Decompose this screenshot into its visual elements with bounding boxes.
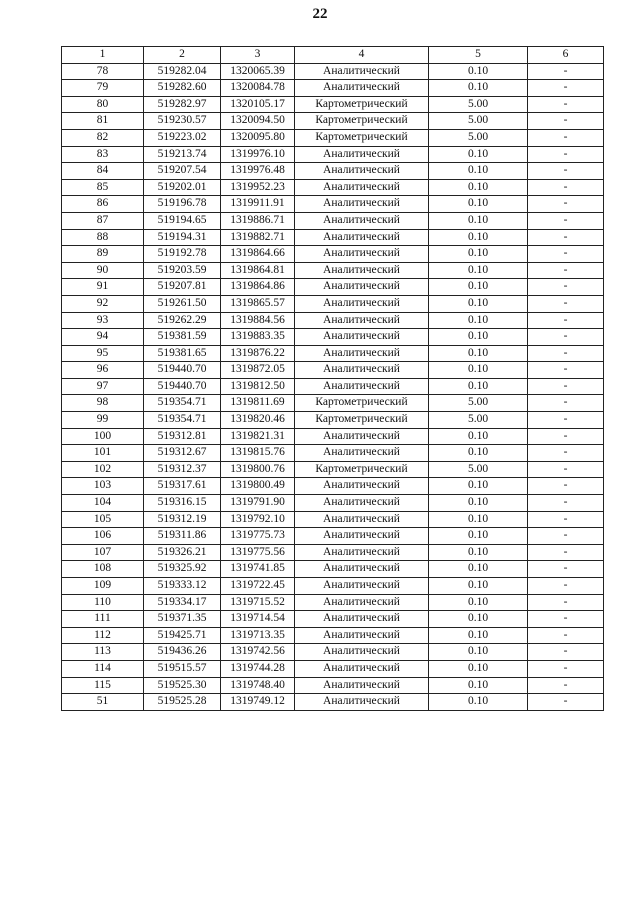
y-coordinate-cell: 1319821.31 (221, 428, 295, 445)
x-coordinate-cell: 519312.37 (144, 461, 221, 478)
x-coordinate-cell: 519213.74 (144, 146, 221, 163)
method-cell: Аналитический (295, 660, 429, 677)
header-cell-5: 5 (429, 47, 528, 64)
note-cell: - (528, 295, 604, 312)
accuracy-cell: 0.10 (429, 544, 528, 561)
table-row (62, 561, 604, 578)
x-coordinate-cell: 519207.54 (144, 163, 221, 180)
point-number-cell: 109 (62, 578, 144, 595)
point-number-cell: 79 (62, 80, 144, 97)
y-coordinate-cell: 1319876.22 (221, 345, 295, 362)
method-cell: Картометрический (295, 113, 429, 130)
note-cell: - (528, 279, 604, 296)
method-cell: Аналитический (295, 478, 429, 495)
y-coordinate-cell: 1319800.76 (221, 461, 295, 478)
table-row (62, 478, 604, 495)
point-number-cell: 96 (62, 362, 144, 379)
point-number-cell: 111 (62, 611, 144, 628)
x-coordinate-cell: 519192.78 (144, 246, 221, 263)
accuracy-cell: 0.10 (429, 428, 528, 445)
y-coordinate-cell: 1319714.54 (221, 611, 295, 628)
header-cell-1: 1 (62, 47, 144, 64)
x-coordinate-cell: 519354.71 (144, 395, 221, 412)
point-number-cell: 100 (62, 428, 144, 445)
x-coordinate-cell: 519436.26 (144, 644, 221, 661)
method-cell: Аналитический (295, 196, 429, 213)
table-row (62, 312, 604, 329)
table-row (62, 461, 604, 478)
method-cell: Аналитический (295, 378, 429, 395)
method-cell: Аналитический (295, 345, 429, 362)
table-row (62, 395, 604, 412)
point-number-cell: 78 (62, 63, 144, 80)
accuracy-cell: 0.10 (429, 445, 528, 462)
y-coordinate-cell: 1319882.71 (221, 229, 295, 246)
accuracy-cell: 5.00 (429, 461, 528, 478)
x-coordinate-cell: 519230.57 (144, 113, 221, 130)
y-coordinate-cell: 1319884.56 (221, 312, 295, 329)
method-cell: Аналитический (295, 511, 429, 528)
accuracy-cell: 0.10 (429, 644, 528, 661)
method-cell: Аналитический (295, 179, 429, 196)
table-row (62, 212, 604, 229)
note-cell: - (528, 163, 604, 180)
point-number-cell: 90 (62, 262, 144, 279)
note-cell: - (528, 63, 604, 80)
point-number-cell: 81 (62, 113, 144, 130)
table-row (62, 163, 604, 180)
method-cell: Аналитический (295, 445, 429, 462)
x-coordinate-cell: 519194.31 (144, 229, 221, 246)
x-coordinate-cell: 519525.28 (144, 694, 221, 711)
coordinates-table (61, 46, 604, 711)
note-cell: - (528, 578, 604, 595)
table-row (62, 345, 604, 362)
point-number-cell: 114 (62, 660, 144, 677)
x-coordinate-cell: 519317.61 (144, 478, 221, 495)
table-row (62, 113, 604, 130)
method-cell: Картометрический (295, 96, 429, 113)
table-row (62, 295, 604, 312)
point-number-cell: 93 (62, 312, 144, 329)
accuracy-cell: 0.10 (429, 163, 528, 180)
table-row (62, 544, 604, 561)
y-coordinate-cell: 1320094.50 (221, 113, 295, 130)
x-coordinate-cell: 519261.50 (144, 295, 221, 312)
point-number-cell: 95 (62, 345, 144, 362)
y-coordinate-cell: 1319886.71 (221, 212, 295, 229)
point-number-cell: 85 (62, 179, 144, 196)
y-coordinate-cell: 1319883.35 (221, 329, 295, 346)
table-row (62, 627, 604, 644)
method-cell: Аналитический (295, 262, 429, 279)
accuracy-cell: 0.10 (429, 312, 528, 329)
header-cell-2: 2 (144, 47, 221, 64)
method-cell: Аналитический (295, 63, 429, 80)
method-cell: Аналитический (295, 146, 429, 163)
table-row (62, 129, 604, 146)
method-cell: Аналитический (295, 329, 429, 346)
method-cell: Картометрический (295, 412, 429, 429)
y-coordinate-cell: 1319775.56 (221, 544, 295, 561)
table-row (62, 644, 604, 661)
point-number-cell: 98 (62, 395, 144, 412)
y-coordinate-cell: 1319800.49 (221, 478, 295, 495)
x-coordinate-cell: 519311.86 (144, 528, 221, 545)
x-coordinate-cell: 519312.67 (144, 445, 221, 462)
accuracy-cell: 0.10 (429, 212, 528, 229)
table-row (62, 279, 604, 296)
point-number-cell: 51 (62, 694, 144, 711)
accuracy-cell: 0.10 (429, 229, 528, 246)
table-row (62, 63, 604, 80)
point-number-cell: 86 (62, 196, 144, 213)
method-cell: Картометрический (295, 461, 429, 478)
table-row (62, 80, 604, 97)
x-coordinate-cell: 519326.21 (144, 544, 221, 561)
x-coordinate-cell: 519282.97 (144, 96, 221, 113)
y-coordinate-cell: 1319722.45 (221, 578, 295, 595)
x-coordinate-cell: 519282.60 (144, 80, 221, 97)
point-number-cell: 89 (62, 246, 144, 263)
note-cell: - (528, 113, 604, 130)
y-coordinate-cell: 1319865.57 (221, 295, 295, 312)
y-coordinate-cell: 1320105.17 (221, 96, 295, 113)
accuracy-cell: 0.10 (429, 279, 528, 296)
table-row (62, 262, 604, 279)
x-coordinate-cell: 519381.59 (144, 329, 221, 346)
point-number-cell: 80 (62, 96, 144, 113)
x-coordinate-cell: 519316.15 (144, 495, 221, 512)
method-cell: Аналитический (295, 644, 429, 661)
x-coordinate-cell: 519515.57 (144, 660, 221, 677)
accuracy-cell: 0.10 (429, 378, 528, 395)
y-coordinate-cell: 1319791.90 (221, 495, 295, 512)
y-coordinate-cell: 1319864.81 (221, 262, 295, 279)
table-row (62, 179, 604, 196)
method-cell: Картометрический (295, 129, 429, 146)
method-cell: Аналитический (295, 694, 429, 711)
table-row (62, 146, 604, 163)
y-coordinate-cell: 1319911.91 (221, 196, 295, 213)
header-cell-4: 4 (295, 47, 429, 64)
table-row (62, 445, 604, 462)
accuracy-cell: 0.10 (429, 511, 528, 528)
table-row (62, 378, 604, 395)
method-cell: Аналитический (295, 163, 429, 180)
accuracy-cell: 0.10 (429, 660, 528, 677)
note-cell: - (528, 212, 604, 229)
accuracy-cell: 0.10 (429, 627, 528, 644)
method-cell: Аналитический (295, 528, 429, 545)
page-number: 22 (312, 6, 328, 22)
table-row (62, 246, 604, 263)
x-coordinate-cell: 519525.30 (144, 677, 221, 694)
header-cell-3: 3 (221, 47, 295, 64)
accuracy-cell: 0.10 (429, 63, 528, 80)
x-coordinate-cell: 519196.78 (144, 196, 221, 213)
note-cell: - (528, 611, 604, 628)
x-coordinate-cell: 519262.29 (144, 312, 221, 329)
note-cell: - (528, 96, 604, 113)
x-coordinate-cell: 519203.59 (144, 262, 221, 279)
note-cell: - (528, 329, 604, 346)
point-number-cell: 94 (62, 329, 144, 346)
y-coordinate-cell: 1319713.35 (221, 627, 295, 644)
accuracy-cell: 0.10 (429, 611, 528, 628)
point-number-cell: 103 (62, 478, 144, 495)
note-cell: - (528, 561, 604, 578)
x-coordinate-cell: 519194.65 (144, 212, 221, 229)
y-coordinate-cell: 1319748.40 (221, 677, 295, 694)
method-cell: Картометрический (295, 395, 429, 412)
header-row (62, 47, 604, 64)
table-row (62, 611, 604, 628)
method-cell: Аналитический (295, 80, 429, 97)
method-cell: Аналитический (295, 212, 429, 229)
x-coordinate-cell: 519371.35 (144, 611, 221, 628)
method-cell: Аналитический (295, 495, 429, 512)
note-cell: - (528, 694, 604, 711)
x-coordinate-cell: 519333.12 (144, 578, 221, 595)
y-coordinate-cell: 1319741.85 (221, 561, 295, 578)
x-coordinate-cell: 519202.01 (144, 179, 221, 196)
accuracy-cell: 0.10 (429, 694, 528, 711)
note-cell: - (528, 660, 604, 677)
note-cell: - (528, 644, 604, 661)
accuracy-cell: 0.10 (429, 246, 528, 263)
note-cell: - (528, 362, 604, 379)
point-number-cell: 102 (62, 461, 144, 478)
note-cell: - (528, 229, 604, 246)
point-number-cell: 88 (62, 229, 144, 246)
note-cell: - (528, 196, 604, 213)
x-coordinate-cell: 519325.92 (144, 561, 221, 578)
point-number-cell: 87 (62, 212, 144, 229)
point-number-cell: 97 (62, 378, 144, 395)
point-number-cell: 101 (62, 445, 144, 462)
table-row (62, 660, 604, 677)
note-cell: - (528, 146, 604, 163)
note-cell: - (528, 528, 604, 545)
point-number-cell: 112 (62, 627, 144, 644)
table-row (62, 578, 604, 595)
y-coordinate-cell: 1319749.12 (221, 694, 295, 711)
method-cell: Аналитический (295, 578, 429, 595)
table-row (62, 677, 604, 694)
accuracy-cell: 5.00 (429, 113, 528, 130)
accuracy-cell: 0.10 (429, 329, 528, 346)
point-number-cell: 83 (62, 146, 144, 163)
accuracy-cell: 0.10 (429, 594, 528, 611)
note-cell: - (528, 345, 604, 362)
point-number-cell: 113 (62, 644, 144, 661)
method-cell: Аналитический (295, 295, 429, 312)
method-cell: Аналитический (295, 362, 429, 379)
header-cell-6: 6 (528, 47, 604, 64)
note-cell: - (528, 677, 604, 694)
accuracy-cell: 0.10 (429, 196, 528, 213)
point-number-cell: 105 (62, 511, 144, 528)
accuracy-cell: 0.10 (429, 295, 528, 312)
accuracy-cell: 0.10 (429, 179, 528, 196)
y-coordinate-cell: 1319744.28 (221, 660, 295, 677)
y-coordinate-cell: 1319864.66 (221, 246, 295, 263)
y-coordinate-cell: 1319812.50 (221, 378, 295, 395)
point-number-cell: 110 (62, 594, 144, 611)
accuracy-cell: 5.00 (429, 395, 528, 412)
note-cell: - (528, 445, 604, 462)
note-cell: - (528, 395, 604, 412)
table-row (62, 362, 604, 379)
note-cell: - (528, 428, 604, 445)
table-row (62, 196, 604, 213)
note-cell: - (528, 544, 604, 561)
y-coordinate-cell: 1319815.76 (221, 445, 295, 462)
y-coordinate-cell: 1320095.80 (221, 129, 295, 146)
note-cell: - (528, 412, 604, 429)
table-row (62, 511, 604, 528)
accuracy-cell: 0.10 (429, 80, 528, 97)
accuracy-cell: 0.10 (429, 262, 528, 279)
note-cell: - (528, 312, 604, 329)
accuracy-cell: 5.00 (429, 96, 528, 113)
y-coordinate-cell: 1319976.10 (221, 146, 295, 163)
note-cell: - (528, 594, 604, 611)
note-cell: - (528, 129, 604, 146)
y-coordinate-cell: 1319792.10 (221, 511, 295, 528)
table-row (62, 495, 604, 512)
note-cell: - (528, 495, 604, 512)
point-number-cell: 104 (62, 495, 144, 512)
x-coordinate-cell: 519440.70 (144, 378, 221, 395)
y-coordinate-cell: 1319811.69 (221, 395, 295, 412)
x-coordinate-cell: 519312.19 (144, 511, 221, 528)
accuracy-cell: 0.10 (429, 345, 528, 362)
y-coordinate-cell: 1319742.56 (221, 644, 295, 661)
point-number-cell: 82 (62, 129, 144, 146)
y-coordinate-cell: 1320065.39 (221, 63, 295, 80)
accuracy-cell: 0.10 (429, 495, 528, 512)
note-cell: - (528, 478, 604, 495)
y-coordinate-cell: 1319820.46 (221, 412, 295, 429)
table-row (62, 528, 604, 545)
point-number-cell: 115 (62, 677, 144, 694)
note-cell: - (528, 262, 604, 279)
note-cell: - (528, 378, 604, 395)
accuracy-cell: 0.10 (429, 146, 528, 163)
y-coordinate-cell: 1319775.73 (221, 528, 295, 545)
method-cell: Аналитический (295, 229, 429, 246)
x-coordinate-cell: 519354.71 (144, 412, 221, 429)
accuracy-cell: 0.10 (429, 478, 528, 495)
point-number-cell: 106 (62, 528, 144, 545)
method-cell: Аналитический (295, 677, 429, 694)
table-row (62, 329, 604, 346)
point-number-cell: 84 (62, 163, 144, 180)
note-cell: - (528, 627, 604, 644)
accuracy-cell: 0.10 (429, 528, 528, 545)
note-cell: - (528, 246, 604, 263)
y-coordinate-cell: 1319715.52 (221, 594, 295, 611)
method-cell: Аналитический (295, 246, 429, 263)
point-number-cell: 108 (62, 561, 144, 578)
note-cell: - (528, 461, 604, 478)
point-number-cell: 91 (62, 279, 144, 296)
x-coordinate-cell: 519334.17 (144, 594, 221, 611)
table-row (62, 594, 604, 611)
table-body (62, 63, 604, 710)
method-cell: Аналитический (295, 561, 429, 578)
table-row (62, 229, 604, 246)
table-row (62, 428, 604, 445)
method-cell: Аналитический (295, 544, 429, 561)
method-cell: Аналитический (295, 428, 429, 445)
table-header (62, 47, 604, 64)
y-coordinate-cell: 1319872.05 (221, 362, 295, 379)
point-number-cell: 92 (62, 295, 144, 312)
x-coordinate-cell: 519425.71 (144, 627, 221, 644)
y-coordinate-cell: 1319952.23 (221, 179, 295, 196)
point-number-cell: 99 (62, 412, 144, 429)
method-cell: Аналитический (295, 627, 429, 644)
method-cell: Аналитический (295, 594, 429, 611)
table-row (62, 694, 604, 711)
table-row (62, 96, 604, 113)
y-coordinate-cell: 1319976.48 (221, 163, 295, 180)
accuracy-cell: 5.00 (429, 129, 528, 146)
accuracy-cell: 5.00 (429, 412, 528, 429)
note-cell: - (528, 511, 604, 528)
table-row (62, 412, 604, 429)
x-coordinate-cell: 519381.65 (144, 345, 221, 362)
x-coordinate-cell: 519312.81 (144, 428, 221, 445)
x-coordinate-cell: 519440.70 (144, 362, 221, 379)
accuracy-cell: 0.10 (429, 561, 528, 578)
method-cell: Аналитический (295, 312, 429, 329)
x-coordinate-cell: 519207.81 (144, 279, 221, 296)
note-cell: - (528, 80, 604, 97)
y-coordinate-cell: 1319864.86 (221, 279, 295, 296)
accuracy-cell: 0.10 (429, 578, 528, 595)
note-cell: - (528, 179, 604, 196)
y-coordinate-cell: 1320084.78 (221, 80, 295, 97)
method-cell: Аналитический (295, 611, 429, 628)
x-coordinate-cell: 519223.02 (144, 129, 221, 146)
point-number-cell: 107 (62, 544, 144, 561)
x-coordinate-cell: 519282.04 (144, 63, 221, 80)
accuracy-cell: 0.10 (429, 362, 528, 379)
accuracy-cell: 0.10 (429, 677, 528, 694)
method-cell: Аналитический (295, 279, 429, 296)
